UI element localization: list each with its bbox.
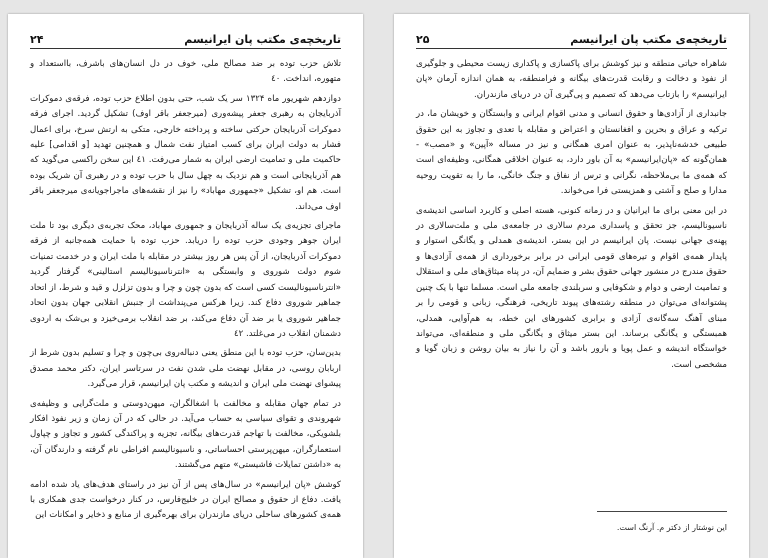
page-number: ۲۵ — [416, 33, 430, 46]
page-header — [30, 26, 341, 49]
page-body — [416, 57, 727, 373]
page-body — [30, 57, 341, 524]
page-header — [416, 26, 727, 49]
footnote-divider — [597, 511, 727, 512]
page-25 — [394, 14, 749, 558]
paragraph: در این معنی برای ما ایرانیان و در زمانه کنونی، هسته اصلی و کاربرد اساسی اندیشه‌ی ناسیونالیسم، جز تحقق و پاسداری مردم سالاری در جامعه‌ی ملی و ملت‌سالاری در پهنه‌ی جهانی نیست. پان ایرانیسم در این بستر، اندیشه‌ی همدلی و یگانگی استوار و پایدار همه‌ی اقوام و تیره‌های قومی ایرانی در برابر برخورداری از همه‌ی آزادی‌ها و حقوق مندرج در منشور جهانی حقوق بشر و ضمایم آن، در پناه میثاق‌های ملی و استقلال و تمامیت ارضی و دوام و شکوفایی و سربلندی جامعه ملی است. مسلما تنها با یک چنین پشتوانه‌ای می‌توان در منطقه رشته‌های پیوند تاریخی، فرهنگی، زبانی و قومی را بر مبنای آهنگ سه‌گانه‌ی آزادی و برابری کشورهای این خطه، به هم‌آوایی، همدلی، همبستگی و یگانگی برساند. این بستر میثاق و یگانگی ملی و منطقه‌ای، می‌تواند خواستگاه اندیشه و عمل پویا و بارور باشد و آن را نیاز به بیان روشن و زبان گویا و مشخصی است. — [416, 205, 727, 370]
page-number: ۲۴ — [30, 33, 44, 46]
paragraph: دوازدهم شهریور ماه ۱۳۲۴ سر یک شب، حتی بدون اطلاع حزب توده، فرقه‌ی دموکرات آذربایجان به رهبری جعفر پیشه‌وری (میرجعفر باقر اوف) تشکیل گردید. اجرای فرقه دموکرات آذربایجان حرکتی ساخته و پرداخته خارجی، متکی به ارتش سرخ، برای اعمال فشار به دولت ایران برای کسب امتیاز نفت شمال و همچنین تهدید [و اقدامی] علیه حاکمیت ملی و تمامیت ارضی ایران به شمار می‌رفت. ٤١ این سخن راکسی می‌گوید که هم آذربایجانی است و هم نزدیک به چهل سال با حزب توده و در رهبری آن شریک بوده است. هم او، تشکیل «جمهوری مهاباد» را نیز از نقشه‌های ماجراجویانه‌ی میرجعفر باقر اوف می‌داند. — [30, 93, 341, 212]
footnote: این نوشتار از دکتر م. آرنگ است. — [616, 523, 727, 532]
paragraph: در تمام جهان مقابله و مخالفت با اشغالگران، میهن‌دوستی و ملت‌گرایی و وظیفه‌ی شهروندی و تقوای سیاسی به حساب می‌آید. در حالی که در آن زمان و زیر نفوذ افکار بلشویکی، مخالفت با تهاجم قدرت‌های بیگانه، تجزیه و پراکندگی کشور و تجاوز و چپاول استعمارگران، میهن‌پرستی احساساتی، و ناسیونالیسم افراطی نام گرفته و دارندگان آن، به «داشتن تمایلات فاشیستی» متهم می‌گشتند. — [30, 398, 341, 471]
paragraph: تلاش حزب توده بر ضد مصالح ملی، خوف در دل انسان‌های باشرف، بااستعداد و متهوره، انداخت. ٤٠ — [30, 59, 341, 85]
paragraph: شاهراه حیاتی منطقه و نیز کوشش برای پاکسازی و پاکداری زیست محیطی و جلوگیری از نفوذ و دخالت و رقابت قدرت‌های بیگانه و فرامنطقه، به همان اندازه آرمان «پان ایرانیسم» را بازتاب می‌دهد که تصمیم و پی‌گیری آن در دریای مازندران. — [416, 59, 727, 100]
running-title: تاریخچه‌ی مکتب پان ایرانیسم — [184, 33, 341, 46]
paragraph: کوشش «پان ایرانیسم» در سال‌های پس از آن نیز در راستای هدف‌های یاد شده ادامه یافت. دفاع از حقوق و مصالح ایران در خلیج‌فارس، در کنار درخواست جدی همکاری با همه‌ی کشورهای ساحلی دریای مازندران برای بهره‌گیری از منابع و ذخایر و امکانات این — [30, 479, 341, 521]
page-24 — [8, 14, 363, 558]
paragraph: بدین‌سان، حزب توده با این منطق یعنی دنباله‌روی بی‌چون و چرا و تسلیم بدون شرط از اربابان روسی، در مقابل نهضت ملی شدن نفت در سرتاسر ایران، دکتر محمد مصدق پیشوای نهضت ملی ایران و اندیشه و مکتب پان ایرانیسم، قرار می‌گیرد. — [30, 348, 341, 390]
paragraph: جانبداری از آزادی‌ها و حقوق انسانی و مدنی اقوام ایرانی و وابستگان و خویشان ما، در ترکیه و عراق و بحرین و افغانستان و اعتراض و مقابله با تعدی و تجاوز به این حقوق طبیعی خدشه‌ناپذیر، به عنوان امری همگانی و نیز در مساله «آپین» و «مصب» - همان‌گونه که «پان‌ایرانیسم» به آن باور دارد، به عنوان اخلاقی همگانی، وظیفه‌ای است که همه‌ی ما بی‌ملاحظه، نگرانی و ترس از نفاق و جنگ خانگی، ما را به تقویت روحیه مدارا و صلح و آشتی و همزیستی فرا می‌خواند. — [416, 109, 727, 197]
paragraph: ماجرای تجزیه‌ی یک ساله آذربایجان و جمهوری مهاباد، محک تجربه‌ی دیگری بود تا ملت ایران جوهر وجودی حزب توده را دریابد. حزب توده با حمایت همه‌جانبه از فرقه دموکرات آذربایجان، از آن پس هر روز بیشتر در مقابله با ملت ایران و در خدمت تمنیات شوم دولت شوروی و وابستگی به «انترناسیونالیسم استالینی» گرفتار گردید «انترناسیونالیست کسی است که بدون چون و چرا و بدون تزلزل و قید و شرط، از اتحاد جماهیر شوروی دفاع کند. زیرا هرکس می‌پنداشت از جنبش انقلابی جهان بدون اتحاد جماهیر شوروی یا بر ضد آن دفاع می‌کند، بر ضد انقلاب برمی‌خیزد و بی‌شک به اردوی دشمنان انقلاب در می‌غلتد. ٤٢ — [30, 221, 341, 339]
running-title: تاریخچه‌ی مکتب پان ایرانیسم — [570, 33, 727, 46]
